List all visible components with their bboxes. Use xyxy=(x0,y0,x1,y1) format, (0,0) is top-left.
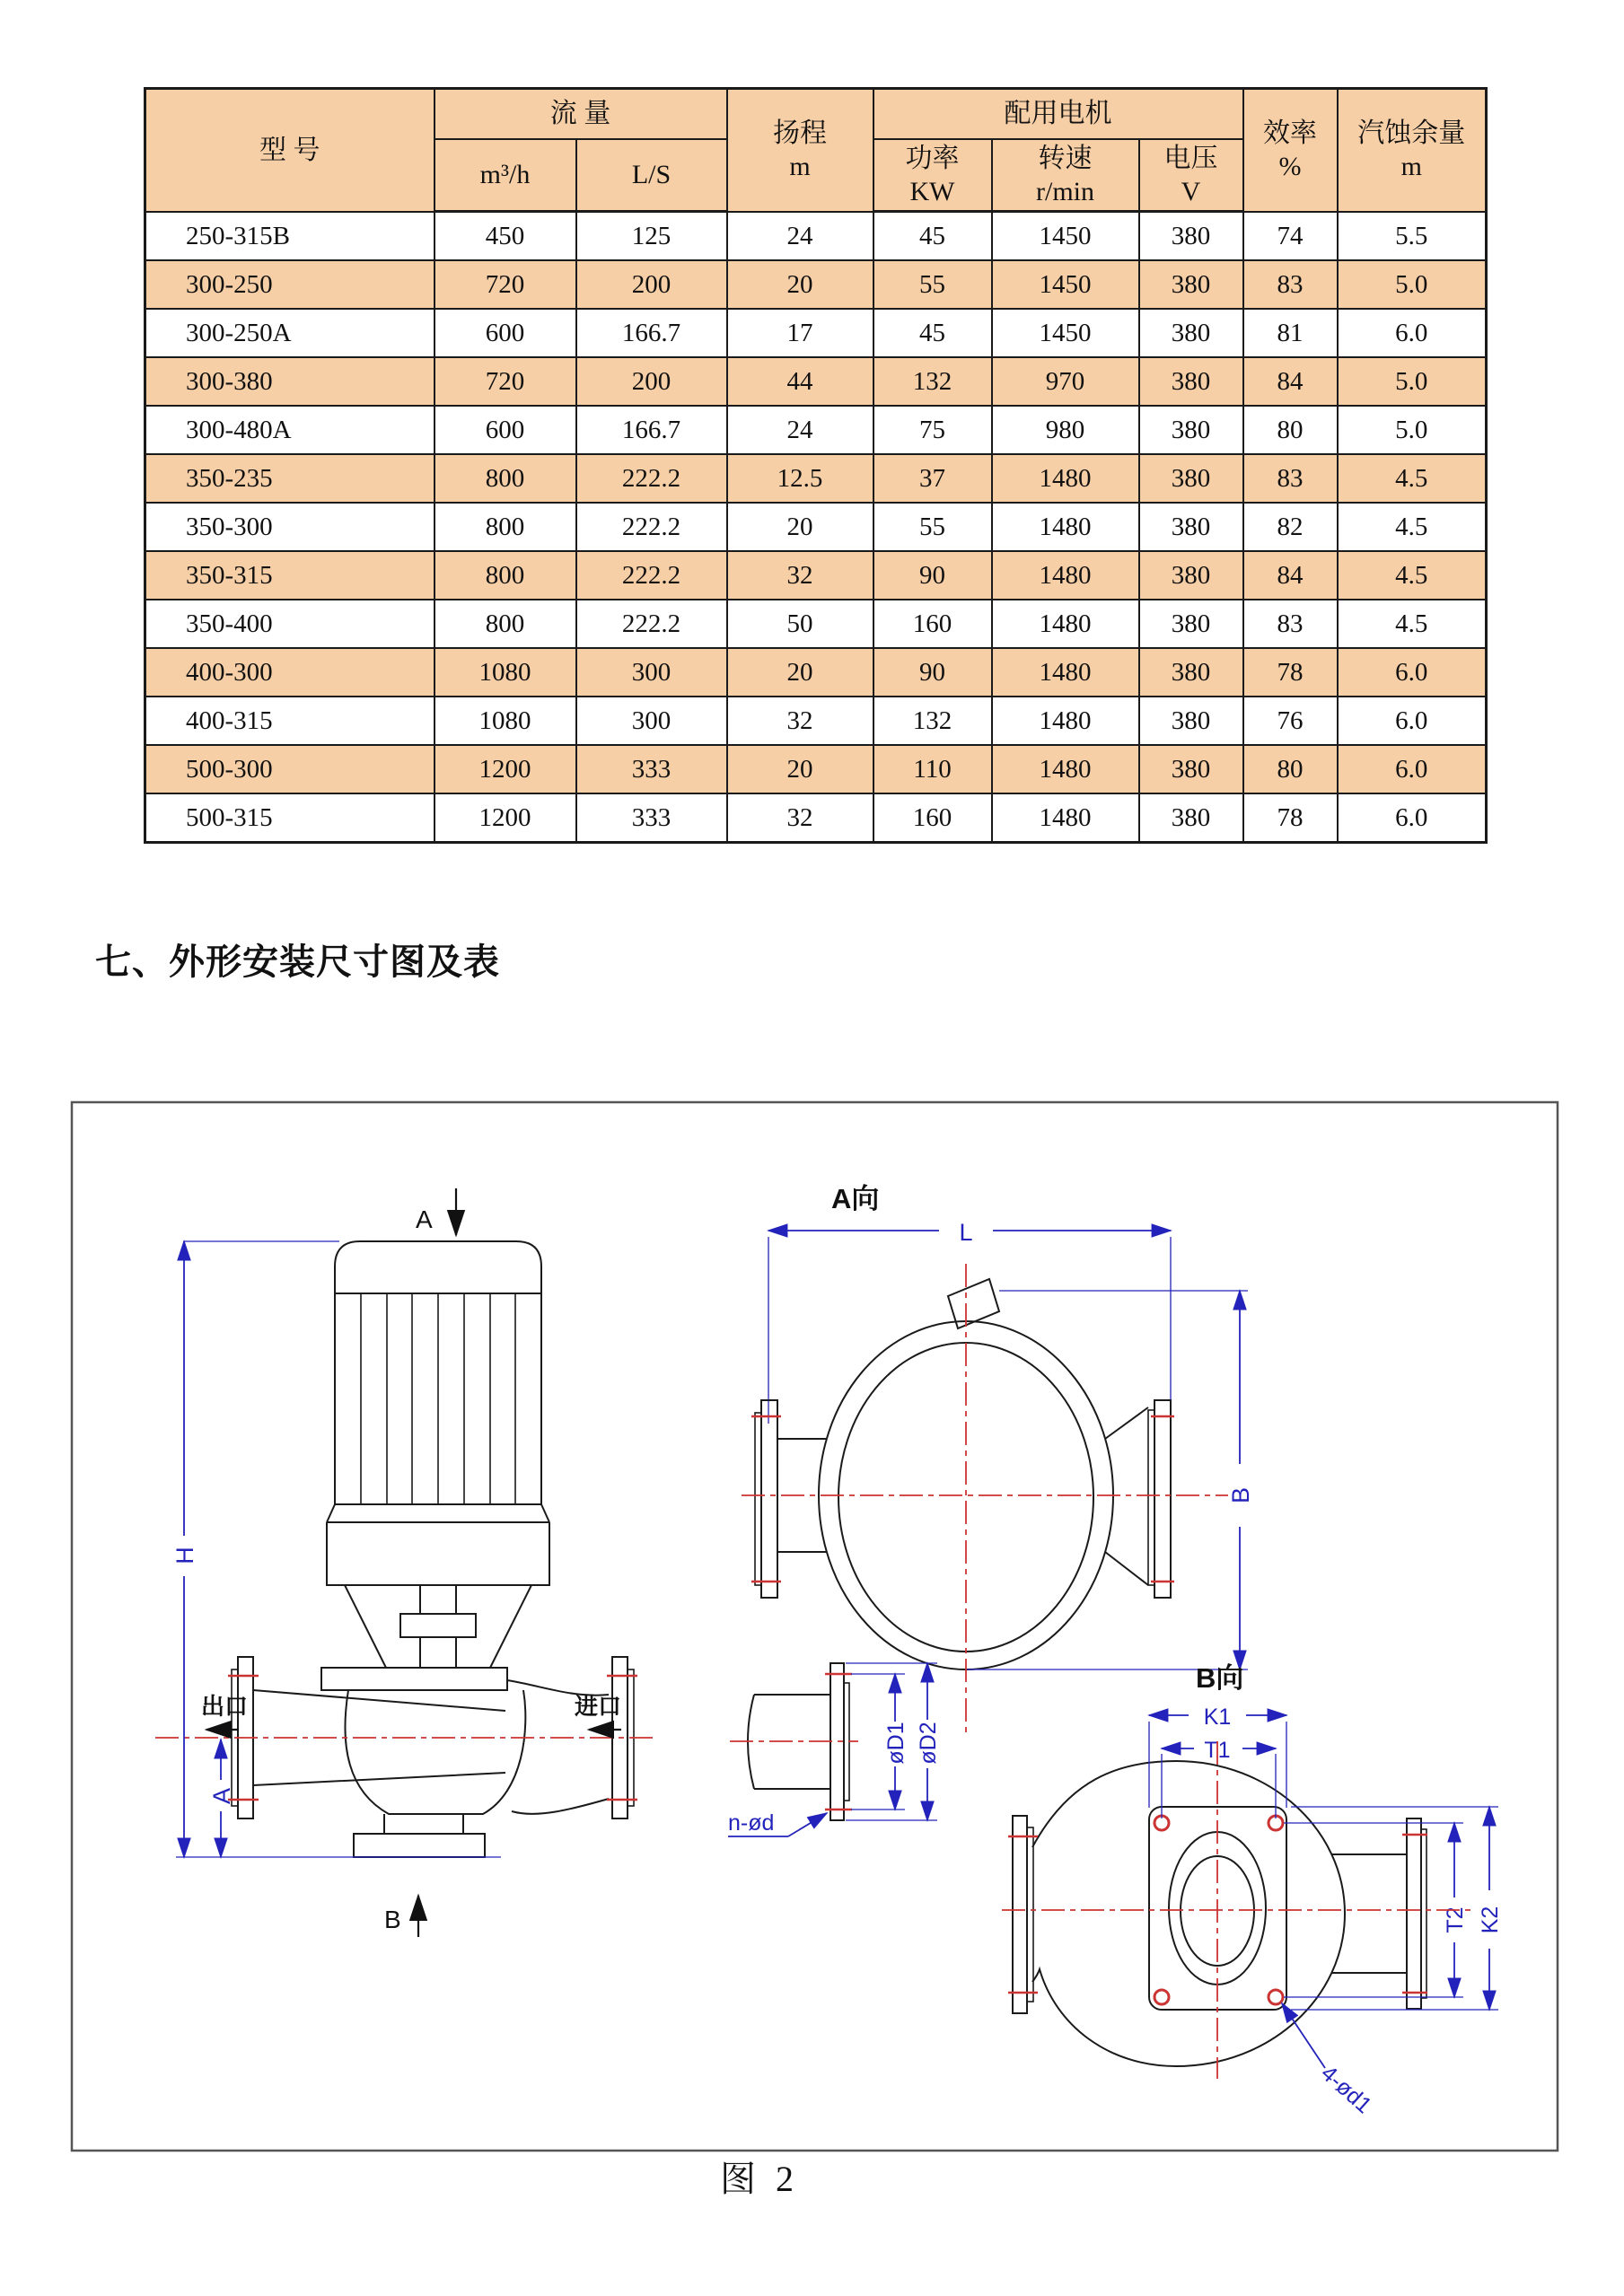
value-cell: 380 xyxy=(1139,648,1243,697)
value-cell: 32 xyxy=(727,793,873,843)
value-cell: 83 xyxy=(1243,600,1338,648)
value-cell: 222.2 xyxy=(576,600,727,648)
value-cell: 800 xyxy=(435,503,576,551)
table-row xyxy=(145,551,1487,600)
col-header-head xyxy=(727,89,873,212)
value-cell: 1480 xyxy=(992,551,1139,600)
model-cell: 300-250 xyxy=(145,260,435,309)
voltage-unit: V xyxy=(1181,177,1201,206)
value-cell: 81 xyxy=(1243,309,1338,357)
dim-t2-label: T2 xyxy=(1443,1906,1468,1933)
value-cell: 110 xyxy=(873,745,992,793)
col-header-efficiency xyxy=(1243,89,1338,212)
value-cell: 55 xyxy=(873,503,992,551)
model-cell: 350-400 xyxy=(145,600,435,648)
model-cell: 350-315 xyxy=(145,551,435,600)
dim-a-label: A xyxy=(208,1787,235,1805)
table-row xyxy=(145,648,1487,697)
value-cell: 1480 xyxy=(992,745,1139,793)
table-row xyxy=(145,454,1487,503)
dim-d2-label: øD2 xyxy=(916,1722,941,1765)
value-cell: 380 xyxy=(1139,454,1243,503)
value-cell: 1480 xyxy=(992,454,1139,503)
value-cell: 1480 xyxy=(992,793,1139,843)
dim-h-label: H xyxy=(171,1547,198,1564)
value-cell: 333 xyxy=(576,745,727,793)
view-a-title: A向 xyxy=(831,1183,880,1214)
value-cell: 1450 xyxy=(992,212,1139,261)
value-cell: 380 xyxy=(1139,745,1243,793)
value-cell: 5.0 xyxy=(1338,260,1487,309)
value-cell: 6.0 xyxy=(1338,309,1487,357)
value-cell: 83 xyxy=(1243,454,1338,503)
value-cell: 90 xyxy=(873,648,992,697)
value-cell: 222.2 xyxy=(576,503,727,551)
pump-drawing-svg xyxy=(70,1100,1559,2152)
value-cell: 720 xyxy=(435,260,576,309)
value-cell: 380 xyxy=(1139,309,1243,357)
value-cell: 380 xyxy=(1139,551,1243,600)
col-header-model: 型 号 xyxy=(145,89,435,212)
value-cell: 380 xyxy=(1139,600,1243,648)
value-cell: 1080 xyxy=(435,697,576,745)
model-cell: 300-250A xyxy=(145,309,435,357)
model-cell: 400-315 xyxy=(145,697,435,745)
table-row xyxy=(145,600,1487,648)
section-b-label: B xyxy=(384,1906,401,1933)
value-cell: 50 xyxy=(727,600,873,648)
value-cell: 6.0 xyxy=(1338,697,1487,745)
table-row xyxy=(145,309,1487,357)
value-cell: 24 xyxy=(727,212,873,261)
value-cell: 55 xyxy=(873,260,992,309)
value-cell: 600 xyxy=(435,309,576,357)
value-cell: 125 xyxy=(576,212,727,261)
head-label: 扬程 xyxy=(773,118,827,148)
model-cell: 300-480A xyxy=(145,406,435,454)
table-row xyxy=(145,212,1487,261)
value-cell: 800 xyxy=(435,600,576,648)
four-holes-label: 4-ød1 xyxy=(1315,2060,1377,2119)
view-b-title: B向 xyxy=(1196,1662,1244,1694)
voltage-label: 电压 xyxy=(1163,143,1218,173)
col-header-motor: 配用电机 xyxy=(873,89,1243,140)
table-row xyxy=(145,406,1487,454)
value-cell: 76 xyxy=(1243,697,1338,745)
model-cell: 350-300 xyxy=(145,503,435,551)
value-cell: 17 xyxy=(727,309,873,357)
value-cell: 160 xyxy=(873,793,992,843)
table-row xyxy=(145,793,1487,843)
value-cell: 78 xyxy=(1243,648,1338,697)
value-cell: 83 xyxy=(1243,260,1338,309)
value-cell: 380 xyxy=(1139,697,1243,745)
outlet-label: 出口 xyxy=(201,1693,249,1720)
drawing-border xyxy=(72,1102,1558,2151)
col-header-voltage xyxy=(1139,139,1243,212)
value-cell: 12.5 xyxy=(727,454,873,503)
value-cell: 970 xyxy=(992,357,1139,406)
value-cell: 4.5 xyxy=(1338,600,1487,648)
value-cell: 20 xyxy=(727,260,873,309)
table-row xyxy=(145,503,1487,551)
value-cell: 6.0 xyxy=(1338,793,1487,843)
model-cell: 500-300 xyxy=(145,745,435,793)
value-cell: 1200 xyxy=(435,793,576,843)
power-unit: KW xyxy=(909,177,955,206)
value-cell: 380 xyxy=(1139,503,1243,551)
efficiency-unit: % xyxy=(1278,152,1302,182)
figure-caption: 图 2 xyxy=(720,2159,799,2199)
value-cell: 166.7 xyxy=(576,406,727,454)
value-cell: 80 xyxy=(1243,406,1338,454)
col-header-speed xyxy=(992,139,1139,212)
value-cell: 78 xyxy=(1243,793,1338,843)
value-cell: 1480 xyxy=(992,600,1139,648)
table-row xyxy=(145,697,1487,745)
value-cell: 450 xyxy=(435,212,576,261)
value-cell: 132 xyxy=(873,357,992,406)
value-cell: 1200 xyxy=(435,745,576,793)
value-cell: 1480 xyxy=(992,503,1139,551)
value-cell: 20 xyxy=(727,745,873,793)
value-cell: 75 xyxy=(873,406,992,454)
value-cell: 6.0 xyxy=(1338,648,1487,697)
value-cell: 200 xyxy=(576,357,727,406)
dim-k2-label: K2 xyxy=(1478,1906,1503,1934)
value-cell: 380 xyxy=(1139,406,1243,454)
value-cell: 980 xyxy=(992,406,1139,454)
col-header-flow-ls: L/S xyxy=(576,139,727,212)
value-cell: 24 xyxy=(727,406,873,454)
value-cell: 1480 xyxy=(992,697,1139,745)
value-cell: 720 xyxy=(435,357,576,406)
value-cell: 300 xyxy=(576,697,727,745)
value-cell: 84 xyxy=(1243,551,1338,600)
value-cell: 800 xyxy=(435,551,576,600)
value-cell: 90 xyxy=(873,551,992,600)
value-cell: 20 xyxy=(727,503,873,551)
model-cell: 500-315 xyxy=(145,793,435,843)
col-header-npsh xyxy=(1338,89,1487,212)
head-unit: m xyxy=(789,152,811,182)
value-cell: 80 xyxy=(1243,745,1338,793)
dim-k1-label: K1 xyxy=(1203,1704,1232,1730)
dim-t1-label: T1 xyxy=(1204,1738,1231,1763)
value-cell: 45 xyxy=(873,309,992,357)
value-cell: 4.5 xyxy=(1338,551,1487,600)
value-cell: 380 xyxy=(1139,212,1243,261)
model-cell: 400-300 xyxy=(145,648,435,697)
speed-unit: r/min xyxy=(1036,177,1094,206)
value-cell: 132 xyxy=(873,697,992,745)
value-cell: 333 xyxy=(576,793,727,843)
speed-label: 转速 xyxy=(1038,143,1093,173)
inlet-label: 进口 xyxy=(575,1693,622,1720)
value-cell: 44 xyxy=(727,357,873,406)
value-cell: 5.0 xyxy=(1338,406,1487,454)
value-cell: 166.7 xyxy=(576,309,727,357)
value-cell: 6.0 xyxy=(1338,745,1487,793)
value-cell: 1450 xyxy=(992,309,1139,357)
table-row xyxy=(145,357,1487,406)
model-cell: 300-380 xyxy=(145,357,435,406)
dim-b-label: B xyxy=(1227,1486,1254,1504)
value-cell: 200 xyxy=(576,260,727,309)
value-cell: 82 xyxy=(1243,503,1338,551)
npsh-unit: m xyxy=(1400,152,1422,182)
value-cell: 300 xyxy=(576,648,727,697)
value-cell: 5.0 xyxy=(1338,357,1487,406)
value-cell: 380 xyxy=(1139,357,1243,406)
value-cell: 160 xyxy=(873,600,992,648)
value-cell: 4.5 xyxy=(1338,503,1487,551)
dim-d1-label: øD1 xyxy=(883,1722,909,1765)
value-cell: 1480 xyxy=(992,648,1139,697)
value-cell: 600 xyxy=(435,406,576,454)
value-cell: 84 xyxy=(1243,357,1338,406)
section-heading: 七、外形安装尺寸图及表 xyxy=(95,942,500,982)
value-cell: 380 xyxy=(1139,260,1243,309)
value-cell: 37 xyxy=(873,454,992,503)
table-row xyxy=(145,745,1487,793)
col-header-flow-m3h: m³/h xyxy=(435,139,576,212)
power-label: 功率 xyxy=(905,143,960,173)
efficiency-label: 效率 xyxy=(1263,118,1318,148)
dimension-drawing xyxy=(70,1100,1559,2152)
col-header-flow: 流 量 xyxy=(435,89,727,140)
value-cell: 5.5 xyxy=(1338,212,1487,261)
pump-spec-table xyxy=(144,87,1488,844)
col-header-power xyxy=(873,139,992,212)
section-a-label: A xyxy=(416,1205,433,1233)
value-cell: 20 xyxy=(727,648,873,697)
value-cell: 1450 xyxy=(992,260,1139,309)
model-cell: 250-315B xyxy=(145,212,435,261)
value-cell: 32 xyxy=(727,551,873,600)
value-cell: 1080 xyxy=(435,648,576,697)
value-cell: 74 xyxy=(1243,212,1338,261)
value-cell: 222.2 xyxy=(576,454,727,503)
value-cell: 800 xyxy=(435,454,576,503)
npsh-label: 汽蚀余量 xyxy=(1357,118,1466,148)
value-cell: 32 xyxy=(727,697,873,745)
value-cell: 45 xyxy=(873,212,992,261)
value-cell: 4.5 xyxy=(1338,454,1487,503)
model-cell: 350-235 xyxy=(145,454,435,503)
table-row xyxy=(145,260,1487,309)
n-holes-label: n-ød xyxy=(728,1810,775,1836)
value-cell: 222.2 xyxy=(576,551,727,600)
value-cell: 380 xyxy=(1139,793,1243,843)
dim-l-label: L xyxy=(959,1219,973,1246)
